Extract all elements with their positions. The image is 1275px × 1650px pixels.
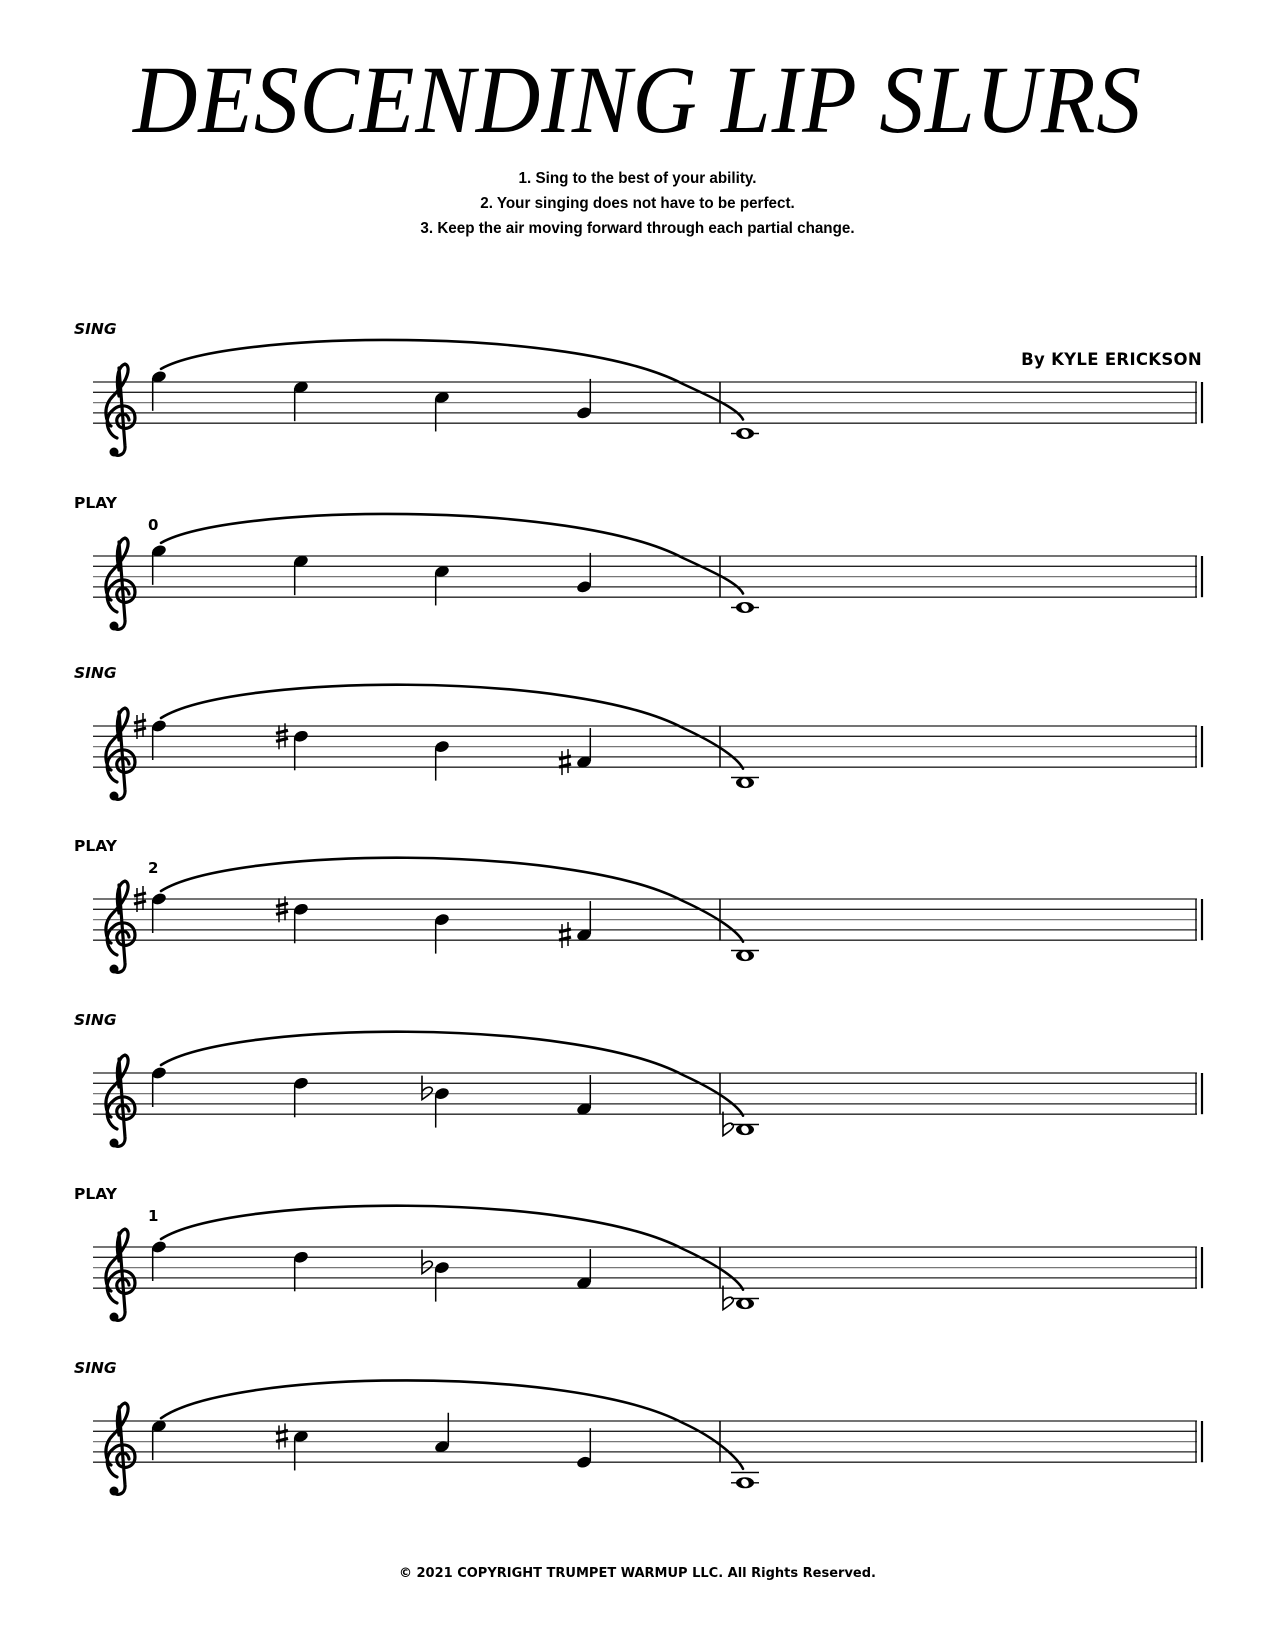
quarter-note-head: [434, 1439, 451, 1454]
quarter-note-head: [151, 719, 168, 734]
treble-clef-icon: [106, 1403, 135, 1494]
sharp-icon: [276, 738, 288, 741]
sharp-icon: [134, 728, 146, 731]
sharp-icon: [559, 929, 571, 932]
treble-clef-dot: [110, 1139, 119, 1148]
whole-note-hole: [740, 1298, 751, 1309]
whole-note-hole: [740, 602, 751, 613]
whole-note-hole: [740, 428, 751, 439]
system-label-5: SING: [74, 1011, 117, 1029]
whole-note-head: [736, 1477, 754, 1488]
quarter-note-head: [434, 912, 451, 927]
quarter-note-head: [576, 1102, 593, 1117]
fingering-number-6: 1: [148, 1207, 159, 1225]
instructions-list: [0, 166, 1275, 241]
quarter-note-head: [151, 1066, 168, 1081]
slur: [161, 1206, 743, 1290]
system-label-6: PLAY: [74, 1185, 117, 1203]
quarter-note-head: [293, 1250, 310, 1265]
quarter-note-head: [151, 1240, 168, 1255]
sharp-icon: [276, 730, 288, 733]
quarter-note-head: [293, 1429, 310, 1444]
quarter-note-head: [576, 1276, 593, 1291]
instruction-3: 3. Keep the air moving forward through each partial change.: [420, 220, 855, 237]
quarter-note-head: [151, 370, 168, 385]
instruction-1: 1. Sing to the best of your ability.: [518, 170, 757, 187]
treble-clef-icon: [106, 1229, 135, 1320]
treble-clef-dot: [110, 1313, 119, 1322]
sharp-icon: [276, 903, 288, 906]
slur: [161, 1380, 743, 1468]
quarter-note-head: [293, 380, 310, 395]
whole-note-head: [736, 950, 754, 961]
flat-icon: [723, 1286, 733, 1310]
system-label-3: SING: [74, 664, 117, 682]
page-title: DESCENDING LIP SLURS: [132, 46, 1142, 153]
treble-clef-dot: [110, 1487, 119, 1496]
treble-clef-icon: [106, 881, 135, 972]
treble-clef-icon: [106, 538, 135, 629]
slur: [161, 340, 743, 420]
sharp-icon: [559, 756, 571, 759]
quarter-note-head: [576, 928, 593, 943]
whole-note-head: [736, 428, 754, 439]
whole-note-head: [736, 777, 754, 788]
whole-note-head: [736, 1298, 754, 1309]
flat-icon: [422, 1250, 432, 1274]
quarter-note-head: [151, 1419, 168, 1434]
sharp-icon: [134, 720, 146, 723]
whole-note-hole: [740, 950, 751, 961]
quarter-note-head: [576, 755, 593, 770]
slur: [161, 514, 743, 594]
quarter-note-head: [576, 1455, 593, 1470]
quarter-note-head: [434, 1260, 451, 1275]
slur: [161, 1032, 743, 1116]
whole-note-hole: [740, 777, 751, 788]
treble-clef-icon: [106, 708, 135, 799]
treble-clef-icon: [106, 364, 135, 455]
quarter-note-head: [576, 406, 593, 421]
quarter-note-head: [434, 739, 451, 754]
quarter-note-head: [434, 564, 451, 579]
system-label-2: PLAY: [74, 494, 117, 512]
treble-clef-dot: [110, 622, 119, 631]
copyright-footer: © 2021 COPYRIGHT TRUMPET WARMUP LLC. All Rights Reserved.: [398, 1566, 876, 1581]
sharp-icon: [559, 937, 571, 940]
system-label-4: PLAY: [74, 837, 117, 855]
instruction-2: 2. Your singing does not have to be perfect.: [480, 195, 795, 212]
whole-note-hole: [740, 1124, 751, 1135]
flat-icon: [422, 1076, 432, 1100]
sharp-icon: [276, 1430, 288, 1433]
quarter-note-head: [576, 580, 593, 595]
treble-clef-dot: [110, 792, 119, 801]
sharp-icon: [134, 893, 146, 896]
quarter-note-head: [151, 892, 168, 907]
system-label-1: SING: [74, 320, 117, 338]
sharp-icon: [276, 911, 288, 914]
quarter-note-head: [293, 1076, 310, 1091]
whole-note-hole: [740, 1477, 751, 1488]
author-credit: By KYLE ERICKSON: [1021, 350, 1202, 369]
quarter-note-head: [293, 902, 310, 917]
slur: [161, 858, 743, 942]
quarter-note-head: [151, 544, 168, 559]
fingering-number-2: 0: [148, 516, 159, 534]
treble-clef-dot: [110, 965, 119, 974]
quarter-note-head: [293, 554, 310, 569]
treble-clef-dot: [110, 448, 119, 457]
quarter-note-head: [434, 1086, 451, 1101]
fingering-number-4: 2: [148, 859, 159, 877]
whole-note-head: [736, 602, 754, 613]
treble-clef-icon: [106, 1055, 135, 1146]
quarter-note-head: [293, 729, 310, 744]
system-label-7: SING: [74, 1359, 117, 1377]
sharp-icon: [134, 901, 146, 904]
slur: [161, 685, 743, 769]
flat-icon: [723, 1112, 733, 1136]
quarter-note-head: [434, 390, 451, 405]
sharp-icon: [559, 764, 571, 767]
whole-note-head: [736, 1124, 754, 1135]
sharp-icon: [276, 1438, 288, 1441]
